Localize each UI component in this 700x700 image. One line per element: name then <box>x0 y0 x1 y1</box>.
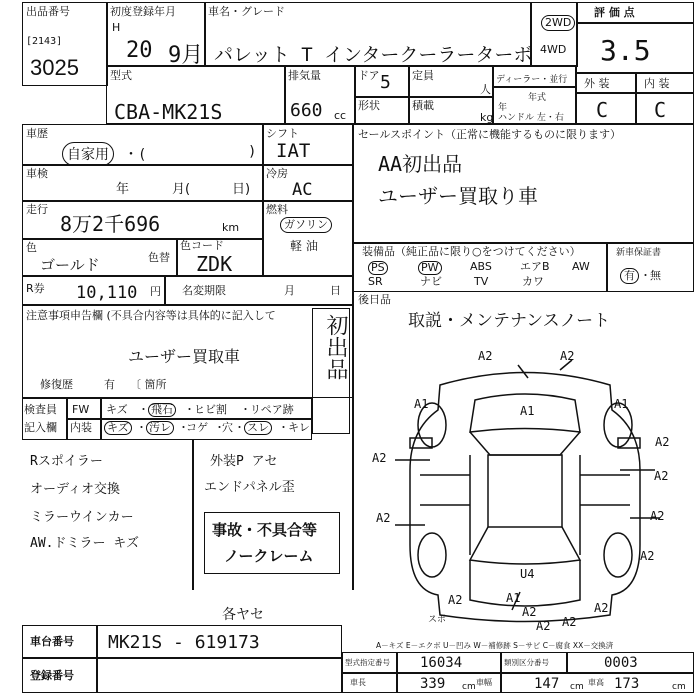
length-unit: cm <box>462 682 476 692</box>
width-label: 車幅 <box>476 678 492 687</box>
color-value: ゴールド <box>40 256 100 274</box>
class-label: 類別区分番号 <box>504 658 549 667</box>
color-change-label: 色替 <box>148 251 170 264</box>
mark-a2-left-rear: A2 <box>376 511 391 525</box>
fw-sep-3: ・ <box>240 403 251 416</box>
type-cert-value: 16034 <box>420 655 463 671</box>
shift-value: IAT <box>276 140 311 162</box>
repair-label: 修復歴 <box>40 378 73 391</box>
memo-right-1: 外装P アセ <box>210 454 278 469</box>
name-grade-label: 車名・グレード <box>208 5 285 18</box>
usage-label: 車歴 <box>26 127 48 140</box>
inspector-fw: FW <box>72 403 90 416</box>
name-change-month: 月 <box>284 284 295 297</box>
equipment-label: 装備品（純正品に限り○をつけてください） <box>362 245 581 258</box>
lot-ref: [2143] <box>26 36 63 47</box>
fw-crack: ヒビ割 <box>194 403 227 416</box>
class-value: 0003 <box>604 655 638 671</box>
int-sep-2: ・ <box>178 421 189 434</box>
usage-close: ) <box>248 144 257 160</box>
color-code-value: ZDK <box>196 252 233 276</box>
int-sep-5: ・ <box>278 421 289 434</box>
era-mark: H <box>112 21 121 34</box>
year-unit: 年 <box>498 103 508 113</box>
lot-label: 出品番号 <box>26 5 70 18</box>
int-sep-3: ・ <box>214 421 225 434</box>
score-value: 3.5 <box>600 34 651 67</box>
ac-value: AC <box>292 180 313 200</box>
fuel-label: 燃料 <box>266 203 288 216</box>
int-wear: スレ <box>244 421 272 435</box>
exterior-label: 外 装 <box>584 77 610 90</box>
int-tear: キレ <box>288 421 310 434</box>
shift-label: シフト <box>266 127 299 140</box>
warranty-label: 新車保証書 <box>616 248 662 258</box>
equip-tv: TV <box>474 275 489 288</box>
accident-line-2: ノークレーム <box>224 547 314 565</box>
doors-label: ドア <box>358 69 380 82</box>
mileage-value: 8万2千696 <box>60 212 161 236</box>
equip-aw: AW <box>572 260 590 273</box>
notes-value: ユーザー買取車 <box>128 347 241 366</box>
color-label: 色 <box>26 241 37 254</box>
mark-a2-right-rear: A2 <box>650 509 665 523</box>
inspector-label-1: 検査員 <box>24 403 57 416</box>
capacity-label: 定員 <box>412 69 434 82</box>
memo-right-2: エンドパネル歪 <box>204 480 295 495</box>
reg-label: 登録番号 <box>30 669 74 682</box>
dealer-label: ディーラー・並行 <box>496 75 568 85</box>
mark-a1-left: A1 <box>414 397 429 411</box>
model-label: 型式 <box>110 69 132 82</box>
fw-repair: リペア跡 <box>250 403 294 416</box>
inspection-label: 車検 <box>26 167 48 180</box>
usage-value: 自家用 <box>62 142 114 166</box>
sales-point-2: ユーザー買取り車 <box>378 184 538 208</box>
fw-sep-2: ・ <box>184 403 195 416</box>
name-grade-value: パレット T インタークーラーターボ <box>214 44 533 66</box>
mileage-label: 走行 <box>26 203 48 216</box>
warranty-sep: ・ <box>640 269 651 282</box>
height-label: 車高 <box>588 678 604 687</box>
fw-chip: 飛石 <box>148 403 176 417</box>
name-change-day: 日 <box>330 284 341 297</box>
score-label: 評 価 点 <box>594 6 635 19</box>
drive-4wd: 4WD <box>540 43 567 56</box>
notes-label: 注意事項申告欄 (不具合内容等は具体的に記入して <box>26 309 276 322</box>
inspector-label-2: 記入欄 <box>24 421 57 434</box>
mark-spoiler: スポ <box>428 615 447 625</box>
mark-a2-rear-3: A2 <box>562 615 577 629</box>
equip-abs: ABS <box>470 260 492 273</box>
documents-value: 取説・メンテナンスノート <box>408 311 611 331</box>
height-value: 173 <box>614 676 640 692</box>
ac-label: 冷房 <box>266 167 288 180</box>
year-model-label: 年式 <box>528 93 547 103</box>
int-scratch: キズ <box>104 421 132 435</box>
displacement-label: 排気量 <box>288 69 321 82</box>
load-unit: kg <box>480 111 494 124</box>
sales-label: セールスポイント（正常に機能するものに限ります） <box>358 128 622 141</box>
equip-ps: PS <box>368 261 388 275</box>
height-unit: cm <box>672 682 686 692</box>
memo-left-4: AW.ドミラー キズ <box>30 536 140 551</box>
equip-navi: ナビ <box>420 275 442 288</box>
lot-number: 3025 <box>30 55 79 80</box>
mark-a1-hood: A1 <box>520 404 535 418</box>
int-dirt: 汚レ <box>146 421 174 435</box>
chassis-label: 車台番号 <box>30 635 74 648</box>
shape-label: 形状 <box>358 99 380 112</box>
mark-a1-rear: A1 <box>506 591 521 605</box>
int-hole: 穴 <box>222 421 233 434</box>
inspection-day: 日) <box>232 182 251 197</box>
mark-a2-rear-5: A2 <box>448 593 463 607</box>
fw-scratch: キズ <box>106 403 128 416</box>
inspector-interior: 内装 <box>70 421 92 434</box>
capacity-unit: 人 <box>480 83 491 96</box>
mark-a1-right: A1 <box>614 397 629 411</box>
mark-a2-left-door: A2 <box>372 451 387 465</box>
inspection-month: 月( <box>172 182 191 197</box>
repair-has: 有 <box>104 378 115 391</box>
exterior-value: C <box>596 98 609 122</box>
length-value: 339 <box>420 676 446 692</box>
interior-label: 内 装 <box>644 77 670 90</box>
int-burn: コゲ <box>186 421 208 434</box>
equip-leather: カワ <box>522 275 544 288</box>
equip-pw: PW <box>418 261 442 275</box>
length-label: 車長 <box>350 678 366 687</box>
equip-sr: SR <box>368 275 383 288</box>
displacement-unit: cc <box>334 109 347 122</box>
warranty-yes: 有 <box>620 268 639 284</box>
mark-a2-rear-2: A2 <box>536 619 551 633</box>
repair-loc: 〔 箇所 <box>130 378 167 391</box>
usage-paren: ・( <box>124 147 147 163</box>
inspection-year: 年 <box>116 182 130 197</box>
warranty-no: 無 <box>650 269 661 282</box>
memo-left-2: オーディオ交換 <box>30 482 120 497</box>
mark-a2-front-left: A2 <box>478 349 493 363</box>
fw-sep-1: ・ <box>138 403 149 416</box>
first-reg-label: 初度登録年月 <box>110 5 176 18</box>
mileage-unit: km <box>222 221 240 234</box>
load-label: 積載 <box>412 99 434 112</box>
color-code-label: 色コード <box>180 239 224 252</box>
drive-2wd: 2WD <box>541 15 575 31</box>
first-listing: 初出品 <box>323 314 348 380</box>
memo-left-1: Rスポイラー <box>30 454 103 469</box>
fuel-diesel: 軽 油 <box>290 239 318 253</box>
accident-line-1: 事故・不具合等 <box>212 521 318 539</box>
first-reg-year: 20 <box>126 38 153 63</box>
equip-airbag: エアB <box>520 260 550 273</box>
first-reg-month: 9月 <box>168 43 204 68</box>
mark-u4: U4 <box>520 567 535 581</box>
name-change-label: 名変期限 <box>182 284 226 297</box>
mark-a2-rear-1: A2 <box>522 605 537 619</box>
recycle-label: R券 <box>26 282 45 295</box>
fuel-gas: ガソリン <box>280 217 332 233</box>
handle-label: ハンドル 左・右 <box>498 113 564 123</box>
memo-left-3: ミラーウインカー <box>30 510 134 525</box>
chassis-value: MK21S - 619173 <box>108 632 260 653</box>
recycle-unit: 円 <box>150 285 161 298</box>
type-cert-label: 型式指定番号 <box>345 658 390 667</box>
doors-value: 5 <box>380 72 391 93</box>
model-value: CBA-MK21S <box>114 100 223 124</box>
int-sep-4: ・ <box>234 421 245 434</box>
mark-a2-right-fender: A2 <box>655 435 670 449</box>
kakusaru: 各ヤセ <box>222 607 264 623</box>
int-sep-1: ・ <box>136 421 147 434</box>
width-unit: cm <box>570 682 584 692</box>
mark-a2-front-right: A2 <box>560 349 575 363</box>
mark-a2-rear-4: A2 <box>594 601 609 615</box>
mark-a2-rear-6: A2 <box>640 549 655 563</box>
recycle-value: 10,110 <box>76 283 138 303</box>
interior-value: C <box>654 98 667 122</box>
damage-legend: A－キズ E－エクボ U－凹み W－補修跡 S－サビ C－腐食 XX－交換済 <box>376 641 614 650</box>
displacement-value: 660 <box>290 100 323 121</box>
documents-label: 後日品 <box>358 293 391 306</box>
width-value: 147 <box>534 676 560 692</box>
mark-a2-right-door: A2 <box>654 469 669 483</box>
sales-point-1: AA初出品 <box>378 152 463 176</box>
